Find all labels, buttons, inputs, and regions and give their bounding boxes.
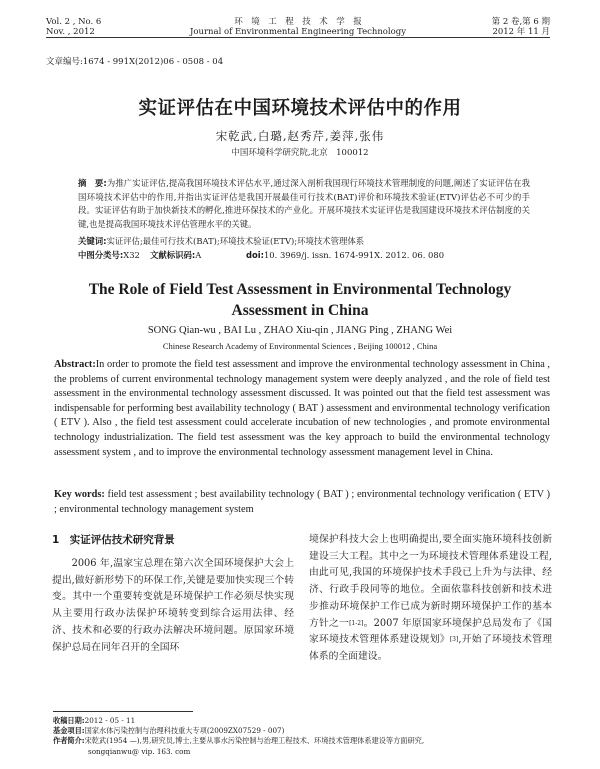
abstract-cn — [78, 177, 530, 231]
keywords-cn — [78, 235, 530, 248]
citation-1-2[interactable]: [1-2] — [349, 619, 364, 627]
body-column-left — [52, 532, 294, 656]
authors-cn: 宋乾武,白璐,赵秀芹,姜萍,张伟 — [215, 129, 385, 143]
author-email[interactable]: songqianwu@ vip. 163. com — [88, 746, 191, 756]
article-number: 文章编号:1674 - 991X(2012)06 - 0508 - 04 — [46, 57, 224, 67]
abstract-en-label: Abstract: — [54, 359, 96, 370]
abstract-cn-label: 摘 要: — [78, 178, 107, 188]
fund-project: 基金项目:国家水体污染控制与治理科技重大专项(2009ZX07529 - 007) — [53, 726, 285, 736]
volume-issue: Vol. 2 , No. 6 — [46, 17, 102, 27]
clc-code: 中图分类号:X32 — [78, 250, 140, 260]
volume-issue-cn: 第 2 卷,第 6 期 — [491, 17, 550, 27]
section-1-paragraph-1: 2006 年,温家宝总理在第六次全国环境保护大会上提出,做好新形势下的环保工作,关键是要加快实现三个转变。其中一个重要转变就是环境保护工作必须尽快实现从主要用行政办法保护环境转变到综合运用法律、经济、技术和必要的行政办法解决环境问题。原国家环境保护总局在同年召开的全国环 — [52, 558, 294, 653]
title-en: The Role of Field Test Assessment in Environmental Technology Assessment in China — [88, 281, 512, 319]
author-bio: 作者简介:宋乾武(1954 —),男,研究员,博士,主要从事水污染控制与治理工程技术、环境技术管理体系建设等方面研究, — [53, 736, 425, 746]
affiliation-en: Chinese Research Academy of Environmental Sciences , Beijing 100012 , China — [162, 341, 438, 351]
footnotes — [53, 716, 550, 757]
section-1-heading: 1 实证评估技术研究背景 — [52, 534, 175, 546]
journal-name-cn: 环 境 工 程 技 术 学 报 — [234, 17, 362, 27]
date-cn: 2012 年 11 月 — [492, 27, 550, 37]
abstract-en — [54, 358, 550, 460]
affiliation-cn: 中国环境科学研究院,北京 100012 — [231, 148, 369, 158]
authors-en: SONG Qian-wu , BAI Lu , ZHAO Xiu-qin , JIANG Ping , ZHANG Wei — [147, 325, 453, 336]
abstract-cn-text: 为推广实证评估,提高我国环境技术评估水平,通过深入剖析我国现行环境技术管理制度的问题,阐述了实证评估在我国环境技术评估中的作用,并指出实证评估是我国开展最佳可行技术(BAT)评价和环境技术验证(ETV)评估必不可少的手段。实证评估有助于加快新技术的孵化,推进环保技术的产业化。开展环境技术实证评估是我国建设环境技术评估制度的关键,也是提高我国环境技术评估管理水平的关键。 — [78, 178, 530, 229]
footnote-divider — [53, 711, 193, 712]
title-cn: 实证评估在中国环境技术评估中的作用 — [138, 98, 462, 119]
doi: doi:10. 3969/j. issn. 1674-991X. 2012. 06. 080 — [246, 250, 445, 260]
date-en: Nov. , 2012 — [46, 27, 95, 37]
header-divider — [46, 37, 550, 38]
body-column-right — [309, 532, 552, 666]
journal-name-en: Journal of Environmental Engineering Technology — [189, 27, 407, 37]
abstract-en-text: In order to promote the field test assessment and improve the environmental technology assessment in China , the problems of current environmental technology management system were deeply analyzed , and the role of field test assessment in the environmental technology assessment discussed. It was pointed out that the field test assessment was indispensable for performing best availability technology ( BAT ) assessment and environmental technology verification ( ETV ). Also , the field test assessment could accelerate incubation of new technologies , and promote environmental technology industrialization. The field test assessment was the key approach to build the environmental technology assessment system , and to improve the environmental technology assessment management level in China. — [54, 359, 550, 458]
section-1-paragraph-2: 境保护科技大会上也明确提出,要全面实施环境科技创新建设三大工程。其中之一为环境技术管理体系建设工程,由此可见,我国的环境保护技术手段已上升为与法律、经济、行政手段同等的地位。全面依靠科技创新和技术进步推动环境保护工作已成为新时期环境保护工作的基本方针之一[1-2]。2007 年原国家环境保护总局发布了《国家环境技术管理体系建设规划》[3],开始了环境技术管理体系的全面建设。 — [309, 534, 553, 662]
keywords-en-text: field test assessment ; best availability technology ( BAT ) ; environmental technology verification ( ETV ) ; environmental technology management system — [54, 489, 550, 515]
keywords-en — [54, 488, 550, 517]
keywords-cn-label: 关键词: — [78, 236, 107, 246]
keywords-en-label: Key words: — [54, 489, 105, 500]
document-code: 文献标识码:A — [150, 250, 202, 260]
keywords-cn-text: 实证评估;最佳可行技术(BAT);环境技术验证(ETV);环境技术管理体系 — [106, 236, 365, 246]
citation-3[interactable]: [3] — [449, 636, 459, 644]
received-date: 收稿日期:2012 - 05 - 11 — [53, 716, 136, 725]
